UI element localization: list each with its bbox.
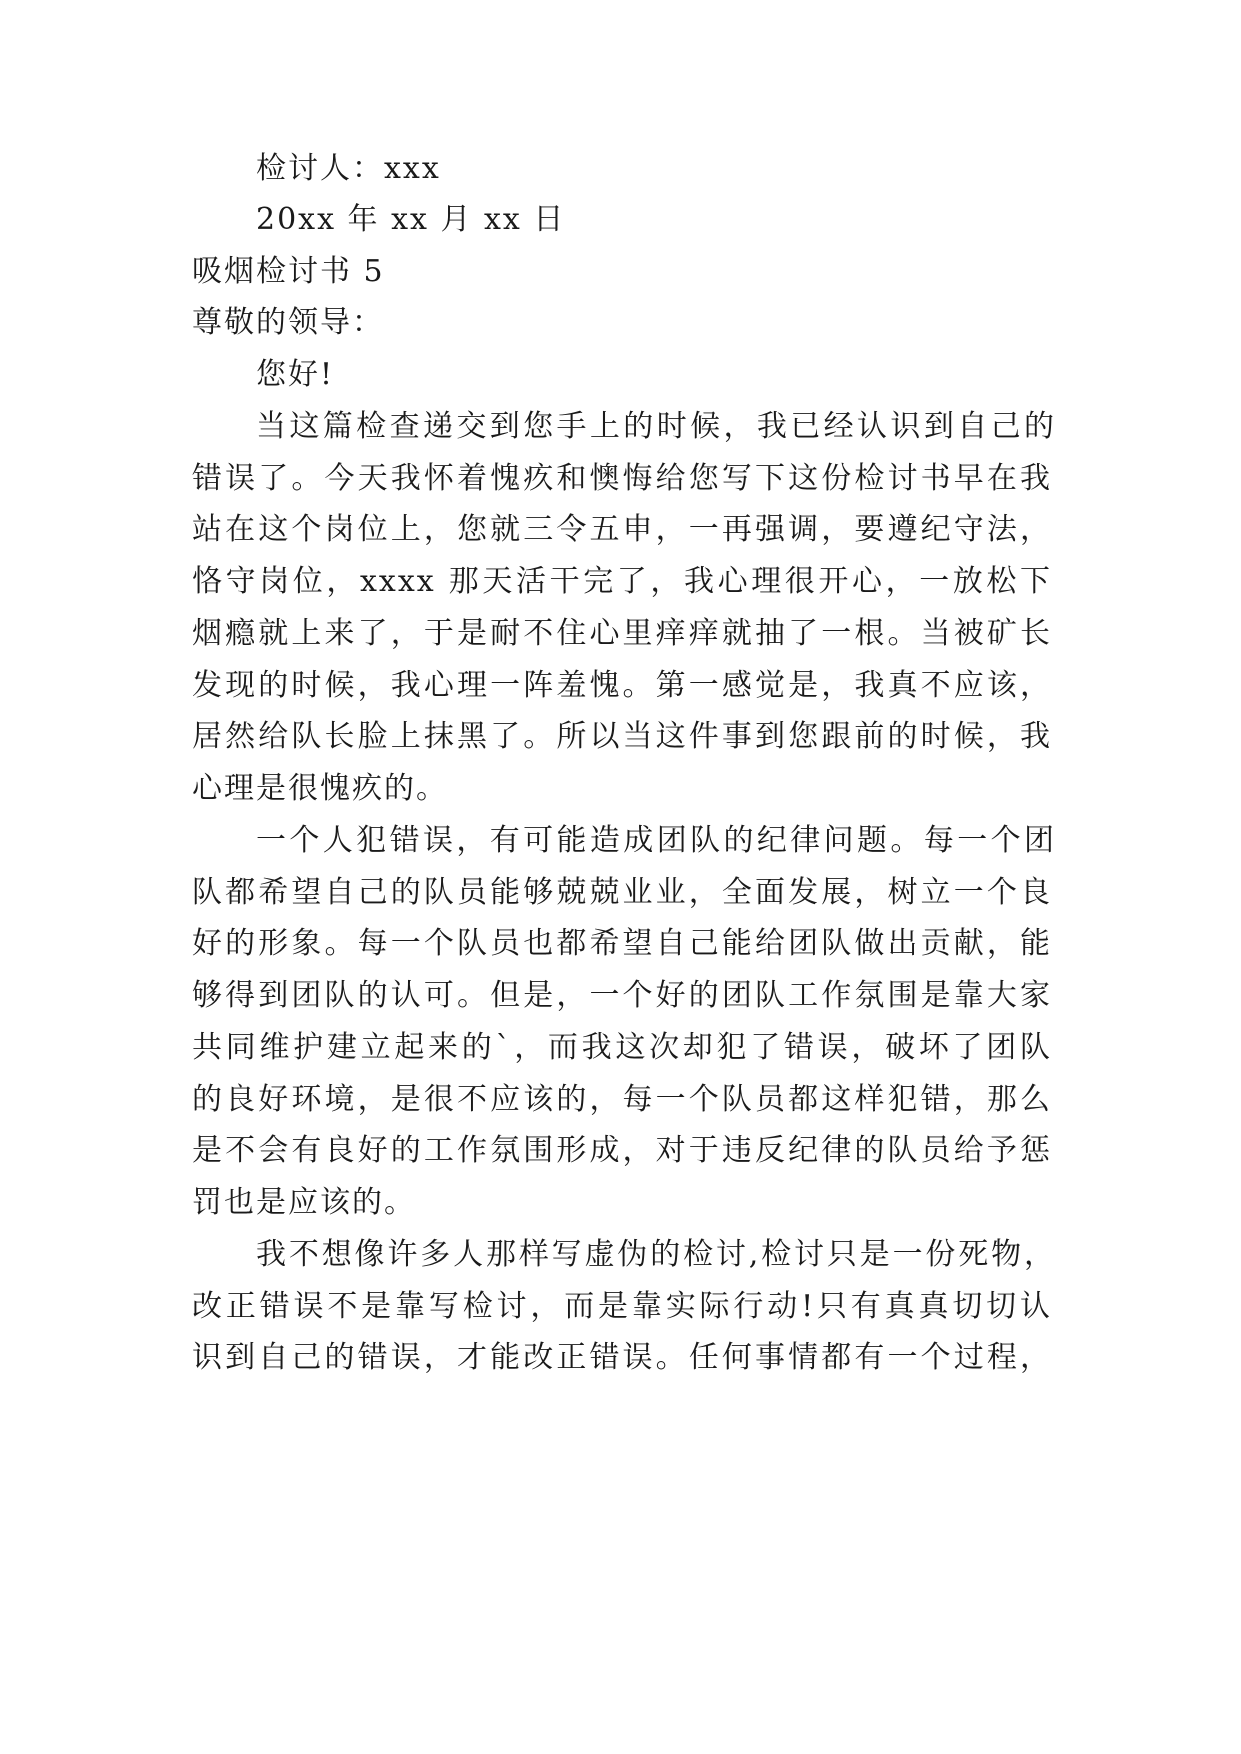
section-title: 吸烟检讨书 5	[192, 254, 385, 289]
signature-date: 20xx 年 xx 月 xx 日	[256, 202, 566, 237]
paragraph-line: 队都希望自己的队员能够兢兢业业，全面发展，树立一个良	[192, 875, 1052, 910]
paragraph-line: 当这篇检查递交到您手上的时候，我已经认识到自己的	[256, 409, 1056, 444]
paragraph-line: 恪守岗位，xxxx 那天活干完了，我心理很开心，一放松下	[192, 564, 1052, 599]
paragraph-line: 发现的时候，我心理一阵羞愧。第一感觉是，我真不应该，	[192, 668, 1052, 703]
paragraph-line: 够得到团队的认可。但是，一个好的团队工作氛围是靠大家	[192, 978, 1052, 1013]
paragraph-line: 一个人犯错误，有可能造成团队的纪律问题。每一个团	[256, 823, 1056, 858]
paragraph-line: 好的形象。每一个队员也都希望自己能给团队做出贡献，能	[192, 926, 1052, 961]
greeting: 您好!	[256, 357, 335, 392]
paragraph-line: 心理是很愧疚的。	[192, 771, 448, 806]
paragraph-line: 错误了。今天我怀着愧疚和懊悔给您写下这份检讨书早在我	[192, 461, 1052, 496]
signature-author: 检讨人：xxx	[256, 151, 441, 186]
paragraph-line: 我不想像许多人那样写虚伪的检讨,检讨只是一份死物，	[256, 1237, 1056, 1272]
salutation: 尊敬的领导：	[192, 305, 384, 340]
paragraph-line: 的良好环境，是很不应该的，每一个队员都这样犯错，那么	[192, 1082, 1052, 1117]
paragraph-line: 共同维护建立起来的`，而我这次却犯了错误，破坏了团队	[192, 1030, 1052, 1065]
paragraph-line: 站在这个岗位上，您就三令五申，一再强调，要遵纪守法，	[192, 512, 1052, 547]
paragraph-line: 改正错误不是靠写检讨，而是靠实际行动!只有真真切切认	[192, 1289, 1052, 1324]
paragraph-line: 罚也是应该的。	[192, 1185, 416, 1220]
paragraph-line: 居然给队长脸上抹黑了。所以当这件事到您跟前的时候，我	[192, 719, 1052, 754]
paragraph-line: 识到自己的错误，才能改正错误。任何事情都有一个过程，	[192, 1340, 1052, 1375]
paragraph-line: 是不会有良好的工作氛围形成，对于违反纪律的队员给予惩	[192, 1133, 1052, 1168]
paragraph-line: 烟瘾就上来了，于是耐不住心里痒痒就抽了一根。当被矿长	[192, 616, 1052, 651]
